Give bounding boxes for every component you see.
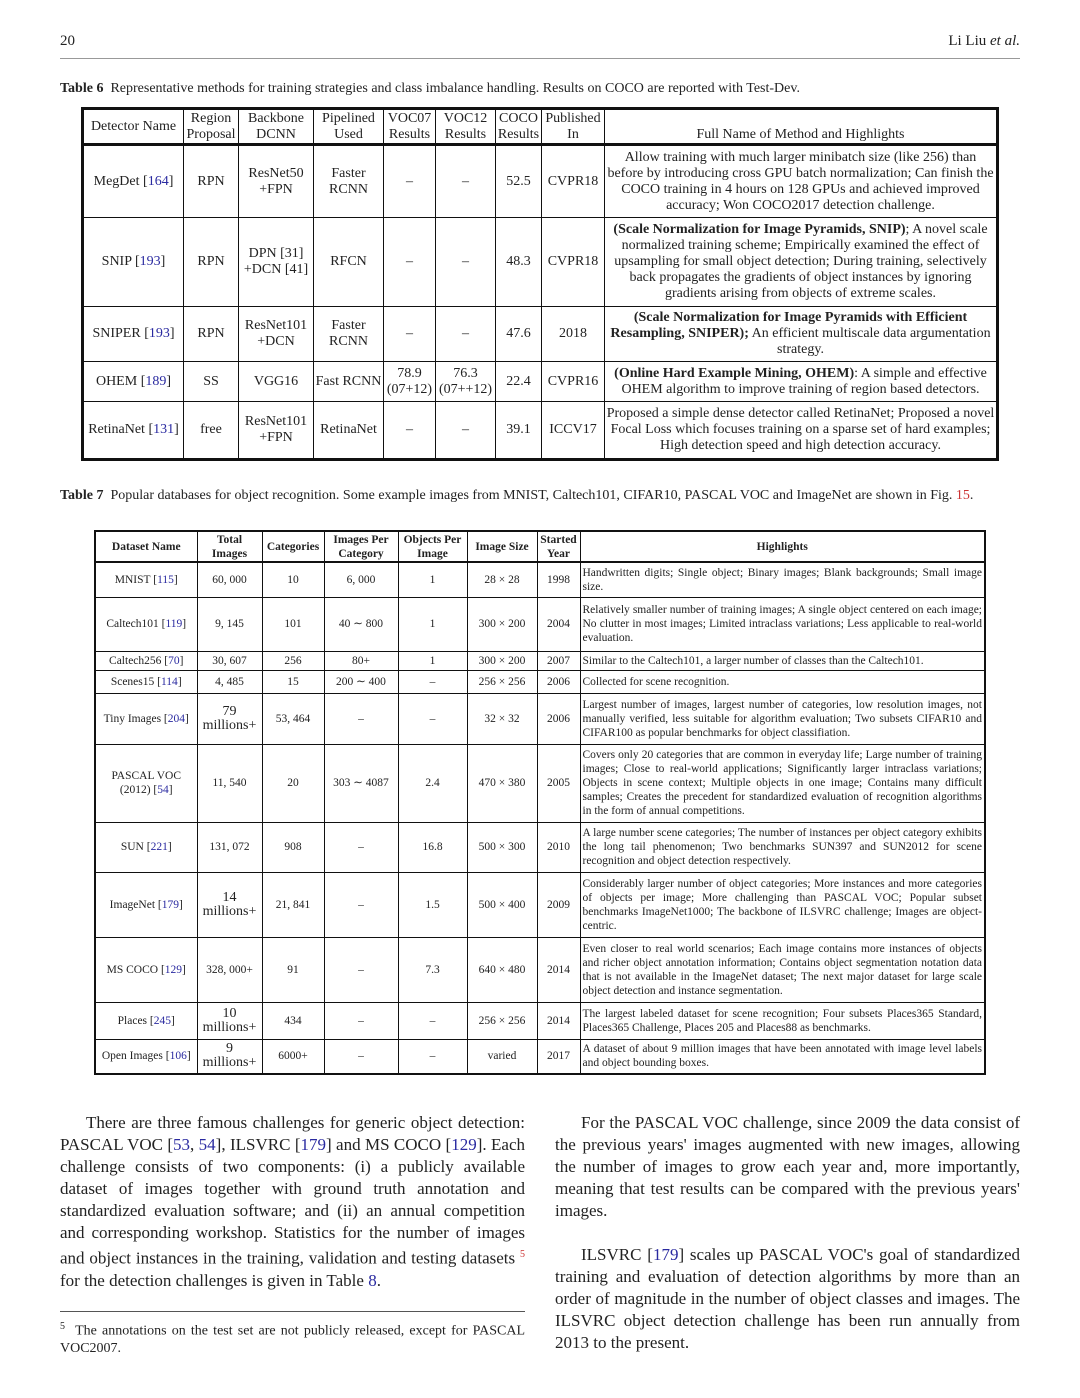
- highlights-cell: Even closer to real world scenarios; Each image contains more instances of objects and richer object annotation information; Contains object segmentation notation data that is not available in the ImageNet dataset; The next major dataset for large scale object detection and instance segmentation.: [580, 937, 985, 1002]
- text-run: .: [376, 1270, 381, 1290]
- categories: 20: [262, 744, 324, 822]
- method-full-name: (Scale Normalization for Image Pyramids, SNIP): [613, 222, 906, 237]
- table-row: [95, 1039, 985, 1074]
- started-year: 2006: [537, 693, 580, 744]
- citation-link[interactable]: 53: [173, 1135, 191, 1154]
- images-per-category: –: [324, 693, 398, 744]
- citation-link[interactable]: 193: [139, 254, 161, 269]
- text-run: ] scales up PASCAL VOC's goal of standardized training and evaluation of detection algorithms by more than an order of magnitude in the number of object classes and images. The ILSVRC object detection challenge has been run annually from 2013 to the present.: [555, 1245, 1020, 1352]
- started-year: 1998: [537, 562, 580, 597]
- image-size: 300 × 200: [467, 597, 537, 651]
- paragraph: [555, 1112, 1020, 1222]
- detector-name-cell: OHEM [189]: [83, 362, 184, 402]
- citation-link[interactable]: 54: [198, 1135, 216, 1154]
- column-header: Backbone DCNN: [239, 109, 314, 145]
- backbone: VGG16: [239, 362, 314, 402]
- highlights-text: : A simple and effective OHEM algorithm to improve training of region based detectors.: [621, 365, 987, 397]
- image-size: 640 × 480: [467, 937, 537, 1002]
- started-year: 2010: [537, 822, 580, 872]
- table-row: [83, 362, 998, 402]
- images-per-category: 40 ∼ 800: [324, 597, 398, 651]
- body-right-column: [555, 1112, 1020, 1354]
- categories: 101: [262, 597, 324, 651]
- voc07-result: 78.9 (07+12): [384, 362, 436, 402]
- citation-link[interactable]: 70: [168, 654, 180, 667]
- published-in: CVPR18: [542, 145, 605, 218]
- dataset-name: SNIPER: [92, 326, 145, 341]
- categories: 256: [262, 651, 324, 670]
- image-size: 256 × 256: [467, 1002, 537, 1039]
- images-per-category: 200 ∼ 400: [324, 670, 398, 693]
- voc07-result: –: [384, 307, 436, 362]
- column-header: Detector Name: [83, 109, 184, 145]
- footnote-rule: [60, 1311, 525, 1312]
- column-header: Objects Per Image: [398, 531, 467, 562]
- dataset-name: SNIP: [101, 254, 135, 269]
- citation-link[interactable]: 179: [652, 1245, 679, 1264]
- column-header: COCO Results: [496, 109, 542, 145]
- dataset-name-cell: Places [245]: [95, 1002, 197, 1039]
- column-header: Images Per Category: [324, 531, 398, 562]
- voc12-result: –: [436, 218, 496, 307]
- total-images: 10 millions+: [197, 1002, 262, 1039]
- images-per-category: 303 ∼ 4087: [324, 744, 398, 822]
- images-per-category: 80+: [324, 651, 398, 670]
- highlights-cell: The largest labeled dataset for scene recognition; Four subsets Places365 Standard, Places365 Challenge, Places 205 and Places88 as benchmarks.: [580, 1002, 985, 1039]
- column-header: Started Year: [537, 531, 580, 562]
- categories: 53, 464: [262, 693, 324, 744]
- header-rule: [60, 58, 1020, 59]
- voc07-result: –: [384, 145, 436, 218]
- column-header: Full Name of Method and Highlights: [605, 109, 998, 145]
- started-year: 2014: [537, 1002, 580, 1039]
- highlights-cell: Collected for scene recognition.: [580, 670, 985, 693]
- text-run: ILSVRC [: [581, 1245, 653, 1264]
- backbone: DPN [31] +DCN [41]: [239, 218, 314, 307]
- authors: Li Liu: [948, 33, 987, 49]
- categories: 91: [262, 937, 324, 1002]
- table-row: [95, 562, 985, 597]
- published-in: CVPR16: [542, 362, 605, 402]
- table-row: [95, 937, 985, 1002]
- categories: 10: [262, 562, 324, 597]
- table-row: [95, 1002, 985, 1039]
- footnote-ref[interactable]: 5: [520, 1249, 525, 1260]
- image-size: 470 × 380: [467, 744, 537, 822]
- dataset-name: Caltech256: [109, 654, 165, 667]
- citation-link[interactable]: 189: [145, 373, 167, 389]
- dataset-name: ImageNet: [109, 898, 158, 911]
- objects-per-image: –: [398, 1002, 467, 1039]
- image-size: 500 × 400: [467, 872, 537, 937]
- backbone: ResNet50 +FPN: [239, 145, 314, 218]
- objects-per-image: –: [398, 1039, 467, 1074]
- dataset-name-cell: ImageNet [179]: [95, 872, 197, 937]
- objects-per-image: 7.3: [398, 937, 467, 1002]
- highlights-cell: Handwritten digits; Single object; Binary images; Blank backgrounds; Small image size.: [580, 562, 985, 597]
- table-row: [95, 744, 985, 822]
- total-images: 79 millions+: [197, 693, 262, 744]
- table7-label: Table 7: [60, 488, 104, 503]
- voc12-result: –: [436, 145, 496, 218]
- detector-name-cell: SNIPER [193]: [83, 307, 184, 362]
- footnote-mark: 5: [60, 1321, 65, 1332]
- table6-caption-text: Representative methods for training strategies and class imbalance handling. Results on COCO are reported with Test-Dev.: [110, 81, 800, 96]
- detector-name-cell: MegDet [164]: [83, 145, 184, 218]
- dataset-name-cell: MNIST [115]: [95, 562, 197, 597]
- detector-name-cell: RetinaNet [131]: [83, 402, 184, 460]
- citation-link[interactable]: 8: [368, 1270, 377, 1290]
- voc12-result: –: [436, 402, 496, 460]
- dataset-name: Open Images: [101, 1050, 166, 1063]
- dataset-name: Scenes15: [110, 675, 158, 688]
- column-header: VOC12 Results: [436, 109, 496, 145]
- objects-per-image: 16.8: [398, 822, 467, 872]
- dataset-name: OHEM: [95, 373, 141, 389]
- highlights-cell: [605, 362, 998, 402]
- pipeline: RFCN: [314, 218, 384, 307]
- voc07-result: –: [384, 402, 436, 460]
- column-header: Image Size: [467, 531, 537, 562]
- table7-caption: Table 7 Popular databases for object recognition. Some example images from MNIST, Caltech101, CIFAR10, PASCAL VOC and ImageNet are shown in Fig. 15.: [60, 488, 974, 503]
- objects-per-image: 1: [398, 651, 467, 670]
- highlights-text: ; A novel scale normalized training scheme; Empirically examined the effect of upsampling for small object detection; During training, selectively back propagates the gradients of object instances by ignoring gradients arising from objects of extreme scales.: [614, 222, 988, 301]
- image-size: 28 × 28: [467, 562, 537, 597]
- highlights-cell: [605, 145, 998, 218]
- table-row: [95, 693, 985, 744]
- citation-link[interactable]: 115: [157, 573, 174, 586]
- dataset-name-cell: Open Images [106]: [95, 1039, 197, 1074]
- table-row: [95, 651, 985, 670]
- started-year: 2007: [537, 651, 580, 670]
- images-per-category: –: [324, 872, 398, 937]
- started-year: 2004: [537, 597, 580, 651]
- table-row: [95, 597, 985, 651]
- page-number: 20: [60, 33, 75, 49]
- text-run: For the PASCAL VOC challenge, since 2009 the data consist of the previous years' images augmented with new images, allowing the number of images to grow each year and, more importantly, meaning that test results can be compared with the previous years' images.: [555, 1113, 1020, 1220]
- objects-per-image: –: [398, 670, 467, 693]
- body-left-column: [60, 1112, 525, 1292]
- categories: 434: [262, 1002, 324, 1039]
- column-header: Region Proposal: [184, 109, 239, 145]
- column-header: Published In: [542, 109, 605, 145]
- running-header-authors: [948, 33, 1020, 50]
- coco-result: 39.1: [496, 402, 542, 460]
- table6-caption: [60, 80, 1020, 98]
- citation-link[interactable]: 193: [148, 326, 170, 341]
- citation-link[interactable]: 129: [164, 963, 183, 976]
- dataset-name: RetinaNet: [88, 422, 149, 437]
- images-per-category: –: [324, 822, 398, 872]
- dataset-name: SUN: [120, 841, 147, 853]
- objects-per-image: 1: [398, 562, 467, 597]
- total-images: 131, 072: [197, 822, 262, 872]
- image-size: varied: [467, 1039, 537, 1074]
- total-images: 14 millions+: [197, 872, 262, 937]
- dataset-name: Tiny Images: [103, 712, 164, 725]
- dataset-name: Places: [117, 1014, 150, 1027]
- voc07-result: –: [384, 218, 436, 307]
- dataset-name: MNIST: [114, 573, 154, 586]
- method-full-name: (Online Hard Example Mining, OHEM): [614, 365, 855, 381]
- coco-result: 48.3: [496, 218, 542, 307]
- column-header: Pipelined Used: [314, 109, 384, 145]
- column-header: Categories: [262, 531, 324, 562]
- table-row: [95, 872, 985, 937]
- coco-result: 52.5: [496, 145, 542, 218]
- categories: 21, 841: [262, 872, 324, 937]
- table-row: [95, 670, 985, 693]
- table-row: [83, 307, 998, 362]
- pipeline: RetinaNet: [314, 402, 384, 460]
- total-images: 11, 540: [197, 744, 262, 822]
- highlights-text: Proposed a simple dense detector called RetinaNet; Proposed a novel Focal Loss which focuses training on a sparse set of hard examples; High detection speed and high detection accuracy.: [606, 406, 995, 453]
- objects-per-image: 1: [398, 597, 467, 651]
- dataset-name-cell: SUN [221]: [95, 822, 197, 872]
- started-year: 2005: [537, 744, 580, 822]
- highlights-cell: [605, 402, 998, 460]
- highlights-cell: Considerably larger number of object categories; More instances and more categories of objects per image; More challenging than PASCAL VOC; Popular subset benchmarks ImageNet1000; The backbone of ILSVRC challenge; Images are object-centric.: [580, 872, 985, 937]
- table-row: [83, 218, 998, 307]
- highlights-cell: A large number scene categories; The number of instances per object category exhibits the long tail phenomenon; Two benchmarks SUN397 and SUN2012 for scene recognition and object detection respectively.: [580, 822, 985, 872]
- total-images: 60, 000: [197, 562, 262, 597]
- region-proposal: free: [184, 402, 239, 460]
- categories: 6000+: [262, 1039, 324, 1074]
- started-year: 2014: [537, 937, 580, 1002]
- voc12-result: 76.3 (07++12): [436, 362, 496, 402]
- objects-per-image: –: [398, 693, 467, 744]
- highlights-cell: Largest number of images, largest number of categories, low resolution images, not manually verified, less suitable for algorithm evaluation; Two subsets CIFAR10 and CIFAR100 as popular benchmarks for object classifiation.: [580, 693, 985, 744]
- text-run: ,: [190, 1135, 199, 1154]
- dataset-name-cell: MS COCO [129]: [95, 937, 197, 1002]
- citation-link[interactable]: 114: [160, 675, 178, 688]
- pipeline: Faster RCNN: [314, 307, 384, 362]
- image-size: 500 × 300: [467, 822, 537, 872]
- dataset-name-cell: Caltech256 [70]: [95, 651, 197, 670]
- highlights-cell: Covers only 20 categories that are common in everyday life; Large number of training images; Close to real-world applications; Significantly larger intraclass variations; Objects in scene context; Multiple objects in one image; Contains many difficult samples; Creates the precedent for standardized evaluation of recognition algorithms in the form of annual competitions.: [580, 744, 985, 822]
- coco-result: 47.6: [496, 307, 542, 362]
- dataset-name: MS COCO: [106, 963, 161, 976]
- highlights-cell: A dataset of about 9 million images that have been annotated with image level labels and object bounding boxes.: [580, 1039, 985, 1074]
- column-header: Total Images: [197, 531, 262, 562]
- text-run: ], ILSVRC [: [215, 1135, 301, 1154]
- detector-name-cell: SNIP [193]: [83, 218, 184, 307]
- dataset-name: Caltech101: [106, 618, 162, 630]
- voc12-result: –: [436, 307, 496, 362]
- highlights-text: Allow training with much larger minibatch size (like 256) than before by introducing cross GPU batch normalization; Can finish the COCO training in 4 hours on 128 GPUs and achieved improved accuracy; Won COCO2017 detection challenge.: [607, 149, 994, 213]
- table6-label: Table 6: [60, 81, 104, 96]
- highlights-cell: [605, 307, 998, 362]
- total-images: 9, 145: [197, 597, 262, 651]
- region-proposal: RPN: [184, 307, 239, 362]
- text-run: ]. Each challenge consists of two components: (i) a publicly available dataset of images together with ground truth annotation and standardized evaluation software; and (ii) an annual competition and corresponding workshop. Statistics for the number of images and object instances in the training, validation and testing datasets: [60, 1135, 525, 1268]
- total-images: 328, 000+: [197, 937, 262, 1002]
- column-header: VOC07 Results: [384, 109, 436, 145]
- text-run: There are three famous challenges for generic object detection: PASCAL VOC [: [60, 1113, 525, 1154]
- dataset-name-cell: Caltech101 [119]: [95, 597, 197, 651]
- citation-link[interactable]: 179: [300, 1135, 326, 1154]
- table6: [81, 107, 999, 461]
- objects-per-image: 1.5: [398, 872, 467, 937]
- table-row: [83, 402, 998, 460]
- published-in: ICCV17: [542, 402, 605, 460]
- started-year: 2006: [537, 670, 580, 693]
- table-row: [83, 145, 998, 218]
- dataset-name-cell: Scenes15 [114]: [95, 670, 197, 693]
- highlights-cell: [605, 218, 998, 307]
- images-per-category: –: [324, 1002, 398, 1039]
- images-per-category: –: [324, 937, 398, 1002]
- citation-link[interactable]: 164: [147, 173, 169, 189]
- authors-suffix: et al.: [990, 33, 1020, 49]
- backbone: ResNet101 +DCN: [239, 307, 314, 362]
- images-per-category: 6, 000: [324, 562, 398, 597]
- region-proposal: RPN: [184, 145, 239, 218]
- categories: 15: [262, 670, 324, 693]
- images-per-category: –: [324, 1039, 398, 1074]
- citation-link[interactable]: 179: [161, 898, 179, 911]
- total-images: 4, 485: [197, 670, 262, 693]
- objects-per-image: 2.4: [398, 744, 467, 822]
- text-run: ] and MS COCO [: [325, 1135, 452, 1154]
- method-full-name: (Scale Normalization for Image Pyramids with Efficient Resampling, SNIPER);: [610, 310, 968, 341]
- figure-link[interactable]: 15: [955, 488, 970, 503]
- citation-link[interactable]: 106: [169, 1050, 187, 1063]
- coco-result: 22.4: [496, 362, 542, 402]
- pipeline: Faster RCNN: [314, 145, 384, 218]
- table7: [94, 530, 986, 1075]
- dataset-name-cell: PASCAL VOC (2012) [54]: [95, 744, 197, 822]
- highlights-cell: Similar to the Caltech101, a larger number of classes than the Caltech101.: [580, 651, 985, 670]
- pipeline: Fast RCNN: [314, 362, 384, 402]
- started-year: 2017: [537, 1039, 580, 1074]
- published-in: 2018: [542, 307, 605, 362]
- categories: 908: [262, 822, 324, 872]
- total-images: 9 millions+: [197, 1039, 262, 1074]
- citation-link[interactable]: 221: [150, 841, 168, 853]
- total-images: 30, 607: [197, 651, 262, 670]
- column-header: Highlights: [580, 531, 985, 562]
- dataset-name: MegDet: [93, 173, 144, 189]
- column-header: Dataset Name: [95, 531, 197, 562]
- table-row: [95, 822, 985, 872]
- paragraph: [60, 1112, 525, 1292]
- citation-link[interactable]: 245: [153, 1014, 171, 1027]
- citation-link[interactable]: 129: [451, 1135, 477, 1154]
- citation-link[interactable]: 119: [165, 618, 183, 630]
- backbone: ResNet101 +FPN: [239, 402, 314, 460]
- dataset-name-cell: Tiny Images [204]: [95, 693, 197, 744]
- citation-link[interactable]: 54: [157, 784, 169, 796]
- paragraph: [555, 1244, 1020, 1354]
- footnote: [60, 1318, 525, 1357]
- text-run: for the detection challenges is given in Table: [60, 1270, 369, 1290]
- image-size: 300 × 200: [467, 651, 537, 670]
- footnote-text: The annotations on the test set are not publicly released, except for PASCAL VOC2007.: [60, 1323, 525, 1356]
- highlights-text: An efficient multiscale data argumentation strategy.: [748, 326, 991, 357]
- started-year: 2009: [537, 872, 580, 937]
- published-in: CVPR18: [542, 218, 605, 307]
- dataset-name: PASCAL VOC (2012): [111, 770, 182, 796]
- citation-link[interactable]: 131: [153, 422, 175, 437]
- highlights-cell: Relatively smaller number of training images; A single object centered on each image; No clutter in most images; Limited intraclass variations; Less applicable to real-world evaluation.: [580, 597, 985, 651]
- image-size: 256 × 256: [467, 670, 537, 693]
- table7-caption-text: Popular databases for object recognition. Some example images from MNIST, Caltech101, CIFAR10, PASCAL VOC and ImageNet are shown in Fig.: [110, 488, 953, 503]
- region-proposal: SS: [184, 362, 239, 402]
- region-proposal: RPN: [184, 218, 239, 307]
- image-size: 32 × 32: [467, 693, 537, 744]
- citation-link[interactable]: 204: [167, 712, 186, 725]
